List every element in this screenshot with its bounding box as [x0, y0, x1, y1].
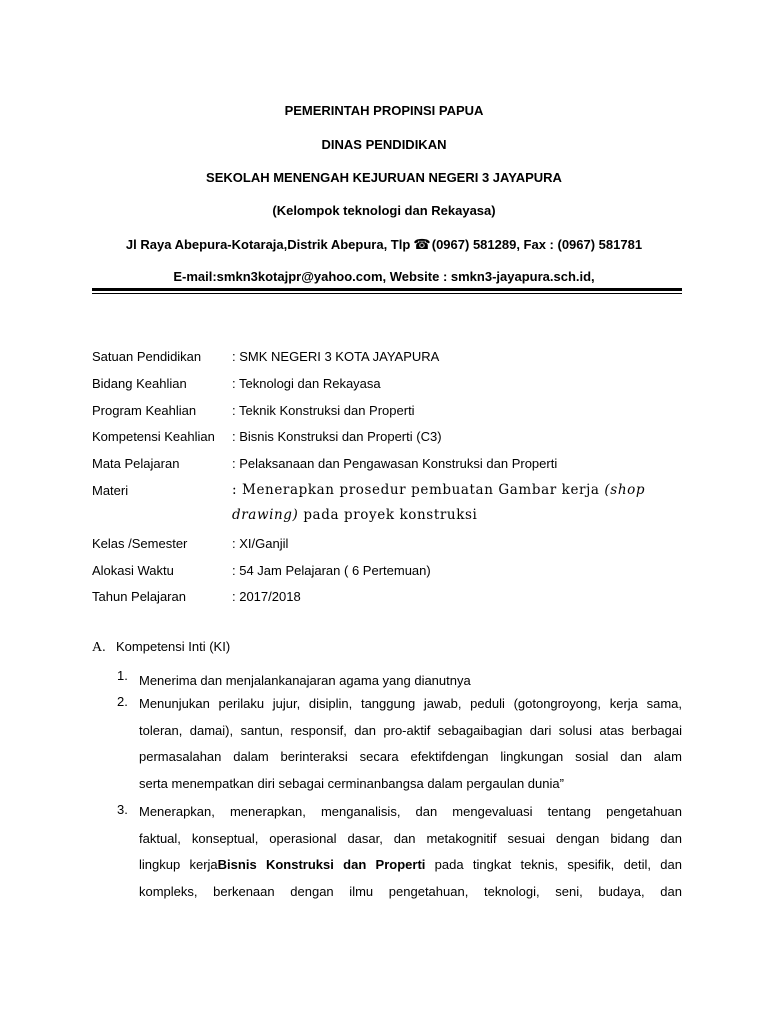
text-line: kompleks, berkenaan dengan ilmu pengetahuan, teknologi, seni, budaya, dan [139, 884, 682, 900]
text-line: Menerima dan menjalankanajaran agama yang dianutnya [139, 673, 471, 688]
info-label: Materi [92, 483, 129, 498]
section-title: Kompetensi Inti (KI) [116, 639, 231, 654]
info-label: Bidang Keahlian [92, 376, 187, 391]
text-plain: pada tingkat teknis, spesifik, detil, dan [425, 857, 682, 873]
info-label: Alokasi Waktu [92, 563, 174, 578]
list-item-text [139, 799, 682, 906]
info-value: : XI/Ganjil [232, 536, 289, 551]
info-value: : Teknik Konstruksi dan Properti [232, 403, 415, 418]
phone-fax-text: (0967) 581289, Fax : (0967) 581781 [431, 237, 643, 252]
text-bold: Bisnis Konstruksi dan Properti [217, 857, 426, 873]
address-text: Jl Raya Abepura-Kotaraja,Distrik Abepura, Tlp [125, 237, 411, 252]
materi-text-plain: : Menerapkan prosedur pembuatan Gambar kerja [232, 482, 605, 498]
info-value: : Teknologi dan Rekayasa [232, 376, 381, 391]
header-school-name: SEKOLAH MENENGAH KEJURUAN NEGERI 3 JAYAPURA [206, 170, 562, 185]
header-divider-thick [92, 288, 682, 291]
materi-line-1 [232, 478, 684, 503]
text-plain: lingkup kerja [139, 857, 218, 873]
info-value: : 54 Jam Pelajaran ( 6 Pertemuan) [232, 563, 431, 578]
text-line: faktual, konseptual, operasional dasar, dan metakognitif sesuai dengan bidang dan [139, 830, 682, 846]
info-row-program [92, 403, 415, 418]
materi-text-italic: (shop [604, 482, 646, 498]
section-letter: A. [92, 640, 106, 655]
header-divider-thin [92, 293, 682, 294]
info-row-tahun [92, 589, 301, 604]
info-label: Kelas /Semester [92, 536, 188, 551]
info-row-satuan [92, 349, 439, 364]
materi-text-italic: drawing) [232, 507, 299, 523]
info-row-alokasi [92, 563, 431, 578]
telephone-icon: ☎ [413, 236, 431, 252]
list-item-number: 2. [117, 694, 128, 709]
info-value: : Bisnis Konstruksi dan Properti (C3) [232, 429, 442, 444]
info-row-kelas [92, 536, 288, 551]
info-row-materi [92, 483, 232, 498]
info-row-kompetensi [92, 429, 442, 444]
header-government: PEMERINTAH PROPINSI PAPUA [284, 103, 484, 118]
info-label: Tahun Pelajaran [92, 589, 186, 604]
text-line: toleran, damai), santun, responsif, dan pro-aktif sebagaibagian dari solusi atas berbagai [139, 722, 682, 738]
header-contact: E-mail:smkn3kotajpr@yahoo.com, Website : smkn3-jayapura.sch.id, [173, 269, 595, 284]
info-value: : 2017/2018 [232, 589, 301, 604]
info-row-mapel [92, 456, 557, 471]
materi-line-2 [232, 503, 684, 528]
header-address [0, 236, 768, 253]
text-line: Menerapkan, menerapkan, menganalisis, dan mengevaluasi tentang pengetahuan [139, 804, 682, 819]
info-value: : Pelaksanaan dan Pengawasan Konstruksi dan Properti [232, 456, 558, 471]
text-line: Menunjukan perilaku jujur, disiplin, tanggung jawab, peduli (gotongroyong, kerja sama, [139, 696, 682, 711]
header-department: DINAS PENDIDIKAN [321, 137, 447, 152]
info-label: Mata Pelajaran [92, 456, 180, 471]
list-item-text [139, 691, 682, 798]
header-group: (Kelompok teknologi dan Rekayasa) [272, 203, 496, 218]
info-label: Satuan Pendidikan [92, 349, 202, 364]
text-line: permasalahan dalam berinteraksi secara efektifdengan lingkungan sosial dan alam [139, 749, 682, 765]
text-line: serta menempatkan diri sebagai cerminanbangsa dalam pergaulan dunia” [139, 776, 564, 792]
list-item-number: 1. [117, 668, 128, 683]
info-label: Kompetensi Keahlian [92, 429, 215, 444]
info-label: Program Keahlian [92, 403, 197, 418]
list-item-number: 3. [117, 802, 128, 817]
info-value: : SMK NEGERI 3 KOTA JAYAPURA [232, 349, 440, 364]
materi-text-plain: pada proyek konstruksi [298, 507, 478, 523]
section-a-heading [92, 639, 230, 656]
info-row-bidang [92, 376, 381, 391]
materi-value [232, 478, 684, 528]
text-line [139, 852, 682, 879]
